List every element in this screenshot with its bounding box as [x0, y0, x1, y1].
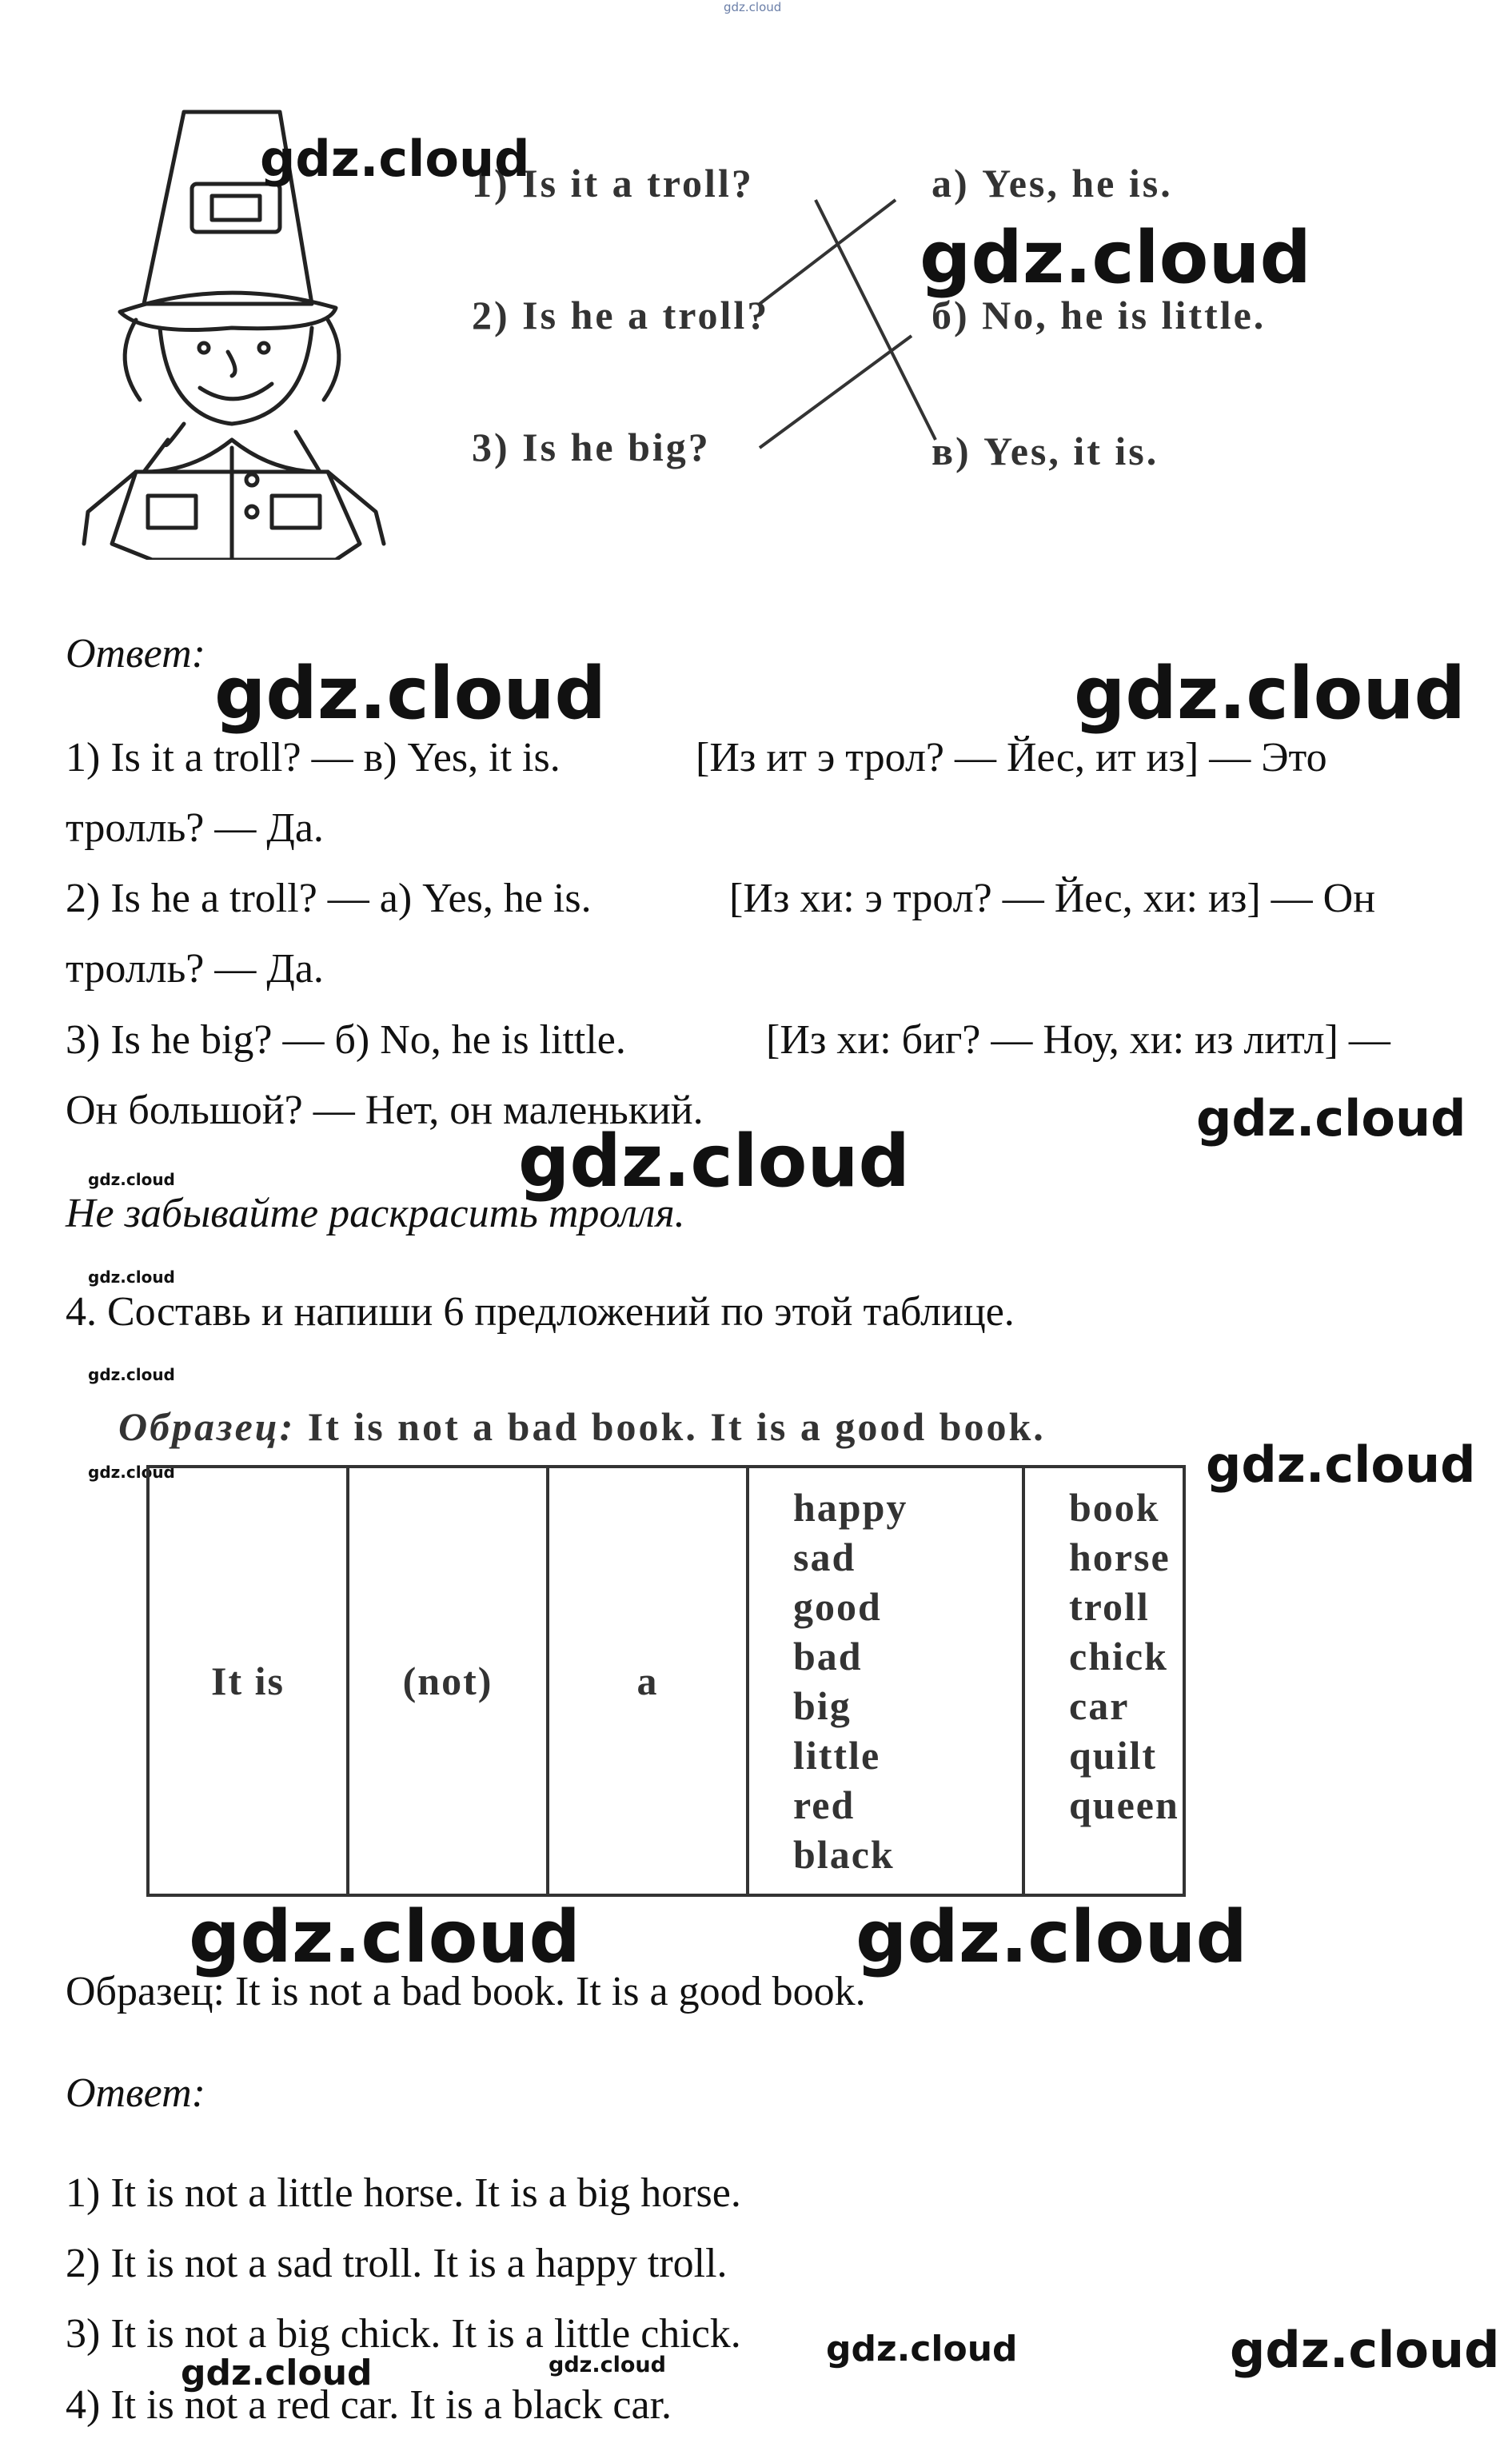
noun: chick: [1069, 1634, 1168, 1679]
watermark-small: gdz.cloud: [88, 1463, 175, 1482]
table-cell-it-is: It is: [148, 1467, 348, 1895]
adjective: happy: [793, 1485, 908, 1530]
noun: quilt: [1069, 1733, 1158, 1778]
question-1: 1) Is it a troll?: [472, 161, 754, 206]
watermark: gdz.cloud: [1196, 1089, 1466, 1148]
adjective: big: [793, 1683, 852, 1728]
answer-line-3-cont: Он большой? — Нет, он маленький.: [66, 1088, 704, 1133]
watermark: gdz.cloud: [181, 2353, 373, 2393]
adjective: bad: [793, 1634, 863, 1679]
answer-2-heading: Ответ:: [66, 2070, 205, 2116]
answer-2-line-2: 2) It is not a sad troll. It is a happy troll.: [66, 2241, 728, 2286]
watermark: gdz.cloud: [1206, 1435, 1476, 1494]
watermark-small: gdz.cloud: [88, 1170, 175, 1189]
table-cell-nouns: [1023, 1467, 1184, 1895]
answer-2-line-1: 1) It is not a little horse. It is a big horse.: [66, 2170, 741, 2216]
question-3: 3) Is he big?: [472, 425, 711, 469]
exercise-4-task: 4. Составь и напиши 6 предложений по этой таблице.: [66, 1289, 1015, 1335]
answer-2-line-4: 4) It is not a red car. It is a black car.: [66, 2382, 672, 2428]
watermark: gdz.cloud: [1074, 652, 1466, 736]
watermark: gdz.cloud: [920, 216, 1311, 300]
answer-line-2-ru: [Из хи: э трол? — Йес, хи: из] — Он: [729, 876, 1376, 921]
adjective: red: [793, 1782, 856, 1827]
watermark: gdz.cloud: [189, 1895, 580, 1979]
table-cell-not: (not): [348, 1467, 548, 1895]
table-cell-a: a: [548, 1467, 748, 1895]
question-2: 2) Is he a troll?: [472, 293, 770, 337]
adjective: little: [793, 1733, 881, 1778]
adjective: good: [793, 1584, 882, 1629]
word-table: [146, 1465, 1186, 1897]
answer-line-1-ru: [Из ит э трол? — Йес, ит из] — Это: [696, 735, 1327, 780]
noun: troll: [1069, 1584, 1150, 1629]
watermark: gdz.cloud: [856, 1895, 1247, 1979]
top-watermark: gdz.cloud: [724, 0, 782, 14]
noun: book: [1069, 1485, 1160, 1530]
watermark: gdz.cloud: [549, 2353, 666, 2377]
noun: car: [1069, 1683, 1130, 1728]
answer-line-2-cont: тролль? — Да.: [66, 946, 324, 992]
watermark: gdz.cloud: [260, 130, 530, 188]
watermark: gdz.cloud: [1230, 2321, 1500, 2379]
answer-line-2-en: 2) Is he a troll? — а) Yes, he is.: [66, 876, 592, 921]
answer-heading: Ответ:: [66, 631, 205, 677]
table-cell-adjectives: [748, 1467, 1023, 1895]
sample-text: It is not a bad book. It is a good book.: [307, 1404, 1046, 1449]
watermark-small: gdz.cloud: [88, 1365, 175, 1384]
sample-repeat: Образец: It is not a bad book. It is a good book.: [66, 1969, 866, 2014]
noun: horse: [1069, 1535, 1171, 1579]
answer-line-3-en: 3) Is he big? — б) No, he is little.: [66, 1017, 626, 1063]
sample-label-text: Образец:: [118, 1404, 296, 1449]
answer-line-1-cont: тролль? — Да.: [66, 805, 324, 851]
adjective: sad: [793, 1535, 856, 1579]
watermark-small: gdz.cloud: [88, 1267, 175, 1287]
answer-2-line-3: 3) It is not a big chick. It is a little chick.: [66, 2311, 741, 2357]
watermark: gdz.cloud: [518, 1120, 910, 1204]
answer-line-1-en: 1) Is it a troll? — в) Yes, it is.: [66, 735, 561, 780]
watermark: gdz.cloud: [826, 2329, 1018, 2369]
answer-line-3-ru: [Из хи: биг? — Ноу, хи: из литл] —: [766, 1017, 1390, 1063]
answer-option-b: б) No, he is little.: [932, 293, 1267, 337]
note: Не забывайте раскрасить тролля.: [66, 1191, 685, 1236]
watermark: gdz.cloud: [214, 652, 606, 736]
noun: queen: [1069, 1782, 1179, 1827]
answer-option-a: а) Yes, he is.: [932, 161, 1173, 206]
answer-option-v: в) Yes, it is.: [932, 429, 1159, 473]
adjective: black: [793, 1832, 895, 1877]
sample-label: [118, 1403, 1046, 1450]
